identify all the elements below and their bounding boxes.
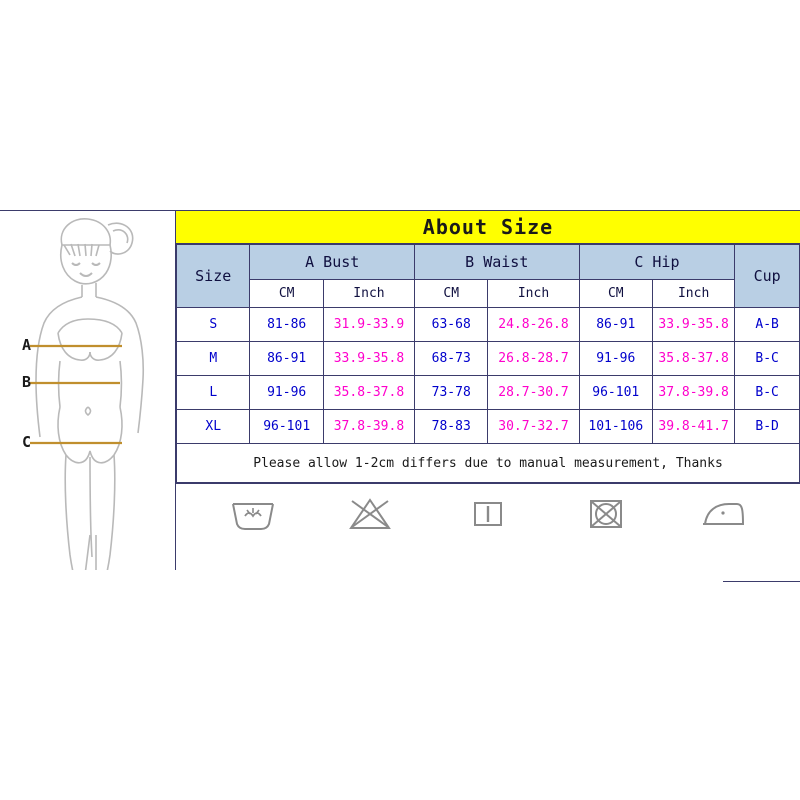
female-body-measurement-illustration [0, 211, 175, 581]
cell-size: S [177, 308, 250, 342]
cell-bust-inch: 35.8-37.8 [323, 376, 414, 410]
cell-bust-inch: 33.9-35.8 [323, 342, 414, 376]
header-hip-inch: Inch [653, 280, 735, 308]
cell-waist-inch: 28.7-30.7 [488, 376, 579, 410]
cell-hip-inch: 33.9-35.8 [653, 308, 735, 342]
cell-hip-cm: 86-91 [579, 308, 652, 342]
header-waist-cm: CM [415, 280, 488, 308]
table-group-header-row [177, 245, 800, 280]
size-chart-card [0, 210, 800, 582]
measurement-note: Please allow 1-2cm differs due to manual measurement, Thanks [177, 444, 800, 483]
size-table-panel [175, 211, 800, 581]
cell-hip-inch: 35.8-37.8 [653, 342, 735, 376]
size-table [176, 244, 800, 483]
cell-waist-cm: 73-78 [415, 376, 488, 410]
table-unit-header-row [177, 280, 800, 308]
cell-waist-cm: 78-83 [415, 410, 488, 444]
cell-bust-inch: 37.8-39.8 [323, 410, 414, 444]
cell-bust-cm: 81-86 [250, 308, 323, 342]
page-title: About Size [422, 215, 554, 239]
cell-bust-cm: 96-101 [250, 410, 323, 444]
body-illustration-panel [0, 211, 175, 581]
cell-waist-cm: 63-68 [415, 308, 488, 342]
cell-waist-inch: 30.7-32.7 [488, 410, 579, 444]
cell-waist-inch: 24.8-26.8 [488, 308, 579, 342]
cell-cup: B-C [735, 376, 800, 410]
table-row [177, 342, 800, 376]
header-waist: B Waist [415, 245, 580, 280]
cell-hip-cm: 101-106 [579, 410, 652, 444]
table-row [177, 376, 800, 410]
cell-waist-cm: 68-73 [415, 342, 488, 376]
cell-waist-inch: 26.8-28.7 [488, 342, 579, 376]
table-row [177, 410, 800, 444]
cell-hip-cm: 96-101 [579, 376, 652, 410]
header-hip: C Hip [579, 245, 735, 280]
figure-label-b: B [22, 373, 32, 391]
about-size-title-bar [176, 211, 800, 244]
cell-size: M [177, 342, 250, 376]
header-hip-cm: CM [579, 280, 652, 308]
cell-bust-inch: 31.9-33.9 [323, 308, 414, 342]
do-not-bleach-icon [342, 493, 398, 535]
cell-cup: B-C [735, 342, 800, 376]
header-waist-inch: Inch [488, 280, 579, 308]
cell-hip-inch: 39.8-41.7 [653, 410, 735, 444]
cell-size: L [177, 376, 250, 410]
cell-hip-cm: 91-96 [579, 342, 652, 376]
table-row [177, 308, 800, 342]
do-not-tumble-dry-icon [578, 493, 634, 535]
bottom-spacer [0, 570, 723, 582]
cell-size: XL [177, 410, 250, 444]
header-bust-inch: Inch [323, 280, 414, 308]
care-instructions-row [176, 483, 800, 543]
drip-dry-in-shade-icon [460, 493, 516, 535]
header-bust-cm: CM [250, 280, 323, 308]
header-bust: A Bust [250, 245, 415, 280]
cell-hip-inch: 37.8-39.8 [653, 376, 735, 410]
cell-cup: B-D [735, 410, 800, 444]
header-cup: Cup [735, 245, 800, 308]
cell-bust-cm: 86-91 [250, 342, 323, 376]
header-size: Size [177, 245, 250, 308]
cell-cup: A-B [735, 308, 800, 342]
measurement-note-row [177, 444, 800, 483]
figure-label-a: A [22, 336, 32, 354]
figure-label-c: C [22, 433, 32, 451]
hand-wash-icon [225, 493, 281, 535]
iron-low-heat-icon [695, 493, 751, 535]
cell-bust-cm: 91-96 [250, 376, 323, 410]
